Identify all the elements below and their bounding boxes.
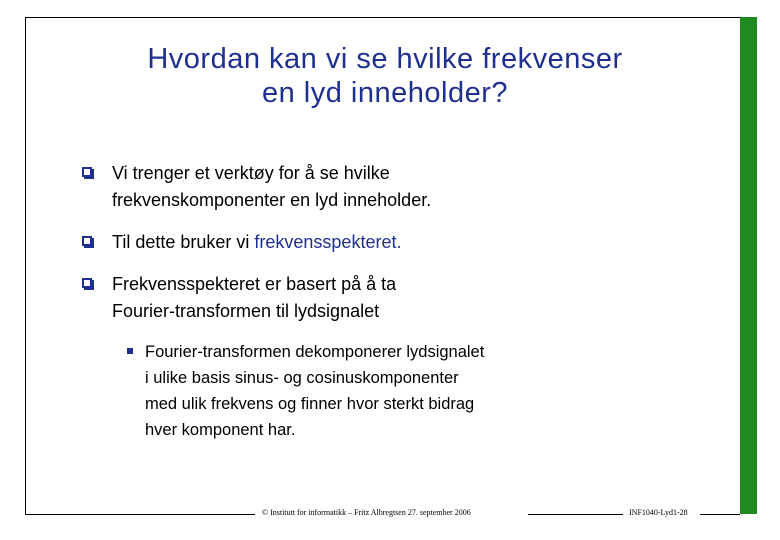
footer-slide-id: INF1040-Lyd1-28 <box>626 508 691 517</box>
sub-bullet-line-3: med ulik frekvens og finner hvor sterkt bidrag <box>145 395 475 413</box>
bullet-2-text: Til dette bruker vi <box>112 232 255 252</box>
checkbox-bullet-icon <box>82 278 92 288</box>
footer-rule-right <box>700 514 740 515</box>
bullet-1-line-2: frekvenskomponenter en lyd inneholder. <box>112 190 432 210</box>
slide-title <box>50 42 720 110</box>
footer-rule-left <box>25 514 255 515</box>
footer-rule-middle <box>528 514 623 515</box>
sub-bullet-line-2: i ulike basis sinus- og cosinuskomponenter <box>145 369 459 387</box>
checkbox-bullet-icon <box>82 167 92 177</box>
footer-copyright: © Institutt for informatikk – Fritz Albregtsen 27. september 2006 <box>258 508 475 517</box>
checkbox-bullet-icon <box>82 236 92 246</box>
bullet-1-line-1: Vi trenger et verktøy for å se hvilke <box>112 163 390 183</box>
bullet-2-highlight: frekvensspekteret. <box>254 232 402 252</box>
green-side-bar <box>740 17 757 514</box>
sub-bullet-line-1: Fourier-transformen dekomponerer lydsignalet <box>145 343 485 361</box>
title-line-1: Hvordan kan vi se hvilke frekvenser <box>147 43 623 75</box>
title-line-2: en lyd inneholder? <box>261 77 508 109</box>
bullet-3-line-2: Fourier-transformen til lydsignalet <box>112 301 380 321</box>
slide-frame-left <box>25 17 26 514</box>
square-bullet-icon <box>127 348 133 354</box>
sub-bullet-line-4: hver komponent har. <box>145 421 296 439</box>
bullet-3-line-1: Frekvensspekteret er basert på å ta <box>112 274 397 294</box>
slide-frame-top <box>25 17 743 18</box>
